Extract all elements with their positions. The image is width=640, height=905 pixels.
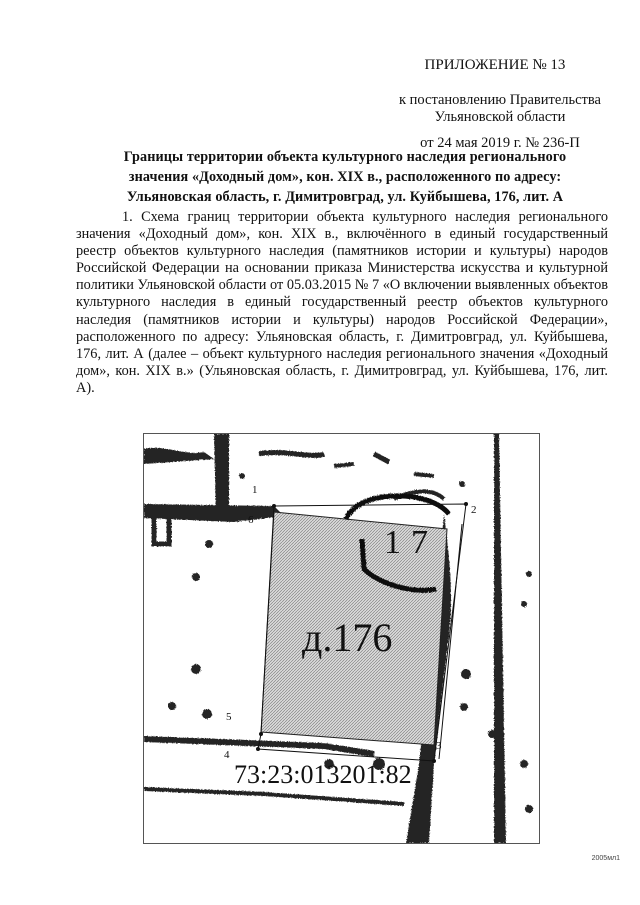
body-paragraph — [76, 209, 608, 397]
boundary-point-6: 6 — [248, 514, 254, 526]
resolution-reference: к постановлению Правительства — [399, 92, 601, 108]
boundary-point-4: 4 — [224, 749, 230, 761]
boundary-point-3: 3 — [436, 740, 442, 752]
neighbor-building-label: 17 — [384, 524, 438, 561]
title-line-1: Границы территории объекта культурного наследия регионального — [123, 149, 567, 165]
resolution-date-number: от 24 мая 2019 г. № 236-П — [420, 135, 580, 151]
paragraph-text: 1. Схема границ территории объекта культурного наследия регионального значения «Доходный дом», кон. XIX в., включённого в единый государственный реестр объектов культурного наследия (памятников истории и культуры) народов Российской Федерации на основании приказа Министерства искусства и культурной политики Ульяновской области от 05.03.2015 № 7 «О включении выявленных объектов культурного наследия в единый государственный реестр объектов культурного наследия (памятников истории и культуры) народов Российской Федерации», расположенного по адресу: Ульяновская область, г. Димитровград, ул. Куйбышева, 176, лит. А (далее – объект культурного наследия регионального значения «Доходный дом», кон. XIX в.» (Ульяновская область, г. Димитровград, ул. Куйбышева, 176, лит. А). — [76, 209, 608, 396]
appendix-label: ПРИЛОЖЕНИЕ № 13 — [424, 57, 566, 73]
boundary-point-1: 1 — [252, 484, 258, 496]
boundary-point-5: 5 — [226, 711, 232, 723]
region-name: Ульяновской области — [434, 109, 566, 125]
title-line-2: значения «Доходный дом», кон. XIX в., расположенного по адресу: — [128, 169, 562, 185]
cadastral-number: 73:23:013201:82 — [234, 760, 412, 789]
document-title — [92, 147, 598, 207]
boundary-map — [143, 433, 540, 844]
boundary-point-2: 2 — [471, 504, 477, 516]
title-line-3: Ульяновская область, г. Димитровград, ул. Куйбышева, 176, лит. А — [126, 189, 564, 205]
building-label: д.176 — [302, 615, 393, 660]
footer-code: 2005мл1 — [591, 855, 620, 862]
